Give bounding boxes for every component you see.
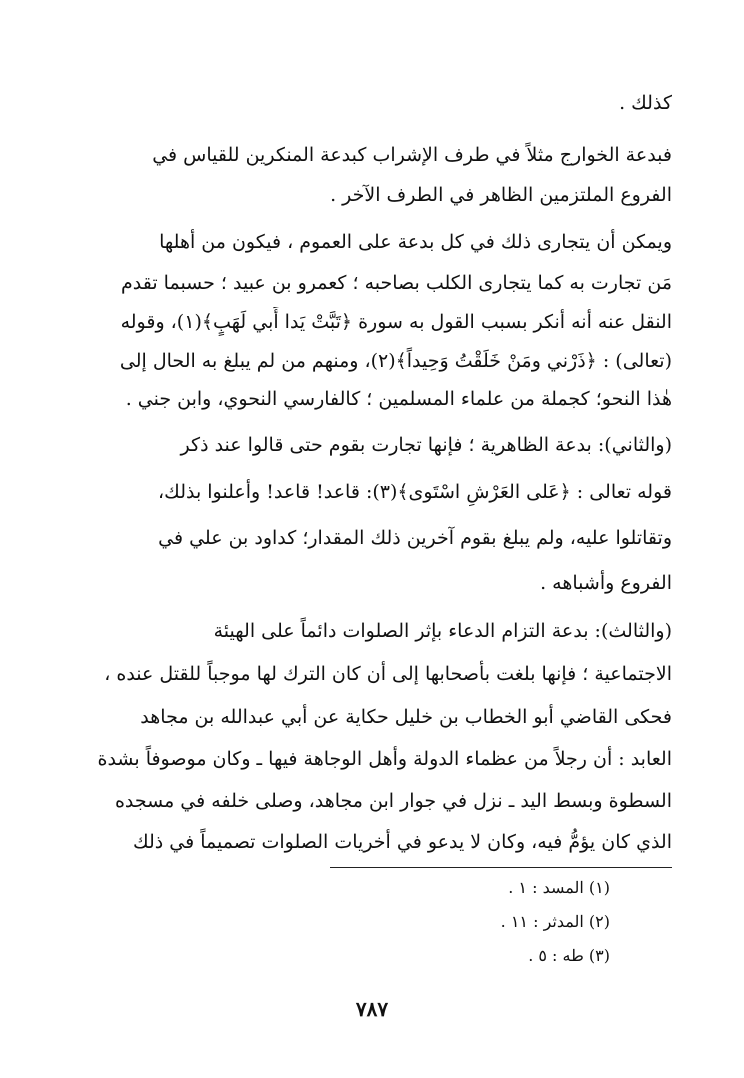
footnote-divider [330,867,672,868]
footnote-3: (٣) طه : ٥ . [528,946,610,965]
body-line-14: الاجتماعية ؛ فإنها بلغت بأصحابها إلى أن كان الترك لها موجباً للقتل عنده ، [104,663,672,685]
body-line-12: الفروع وأشباهه . [540,572,672,594]
body-line-16: العابد : أن رجلاً من عظماء الدولة وأهل الوجاهة فيها ـ وكان موصوفاً بشدة [97,748,672,770]
body-line-10: قوله تعالى : ﴿عَلى العَرْشِ اسْتَوى﴾(٣): قاعد! قاعد! وأعلنوا بذلك، [158,481,672,503]
body-line-6: النقل عنه أنه أنكر بسبب القول به سورة ﴿تَبَّتْ يَدا أَبي لَهَبٍ﴾(١)، وقوله [120,311,672,333]
body-line-13: (والثالث): بدعة التزام الدعاء بإثر الصلوات دائماً على الهيئة [213,620,672,642]
body-line-5: مَن تجارت به كما يتجارى الكلب بصاحبه ؛ كعمرو بن عبيد ؛ حسبما تقدم [121,272,672,294]
body-line-8: هٰذا النحو؛ كجملة من علماء المسلمين ؛ كالفارسي النحوي، وابن جني . [125,388,672,410]
body-line-18: الذي كان يؤمُّ فيه، وكان لا يدعو في أخريات الصلوات تصميماً في ذلك [132,831,672,853]
body-line-15: فحكى القاضي أبو الخطاب بن خليل حكاية عن أبي عبدالله بن مجاهد [140,706,672,728]
page-number: ٧٨٧ [355,997,389,1021]
body-line-1: كذلك . [619,92,672,114]
body-text [74,0,672,870]
body-line-11: وتقاتلوا عليه، ولم يبلغ بقوم آخرين ذلك المقدار؛ كداود بن علي في [158,527,672,549]
body-line-9: (والثاني): بدعة الظاهرية ؛ فإنها تجارت بقوم حتى قالوا عند ذكر [180,434,672,456]
body-line-17: السطوة وبسط اليد ـ نزل في جوار ابن مجاهد، وصلى خلفه في مسجده [114,790,672,812]
footnote-2: (٢) المدثر : ١١ . [500,912,610,931]
body-line-3: الفروع الملتزمين الظاهر في الطرف الآخر . [330,184,672,206]
body-line-4: ويمكن أن يتجارى ذلك في كل بدعة على العموم ، فيكون من أهلها [159,231,672,253]
body-line-7: (تعالى) : ﴿ذَرْني ومَنْ خَلَقْتُ وَحِيداً﴾(٢)، ومنهم من لم يبلغ به الحال إلى [119,350,672,372]
body-line-2: فبدعة الخوارج مثلاً في طرف الإشراب كبدعة المنكرين للقياس في [152,144,672,166]
footnote-1: (١) المسد : ١ . [508,878,610,897]
